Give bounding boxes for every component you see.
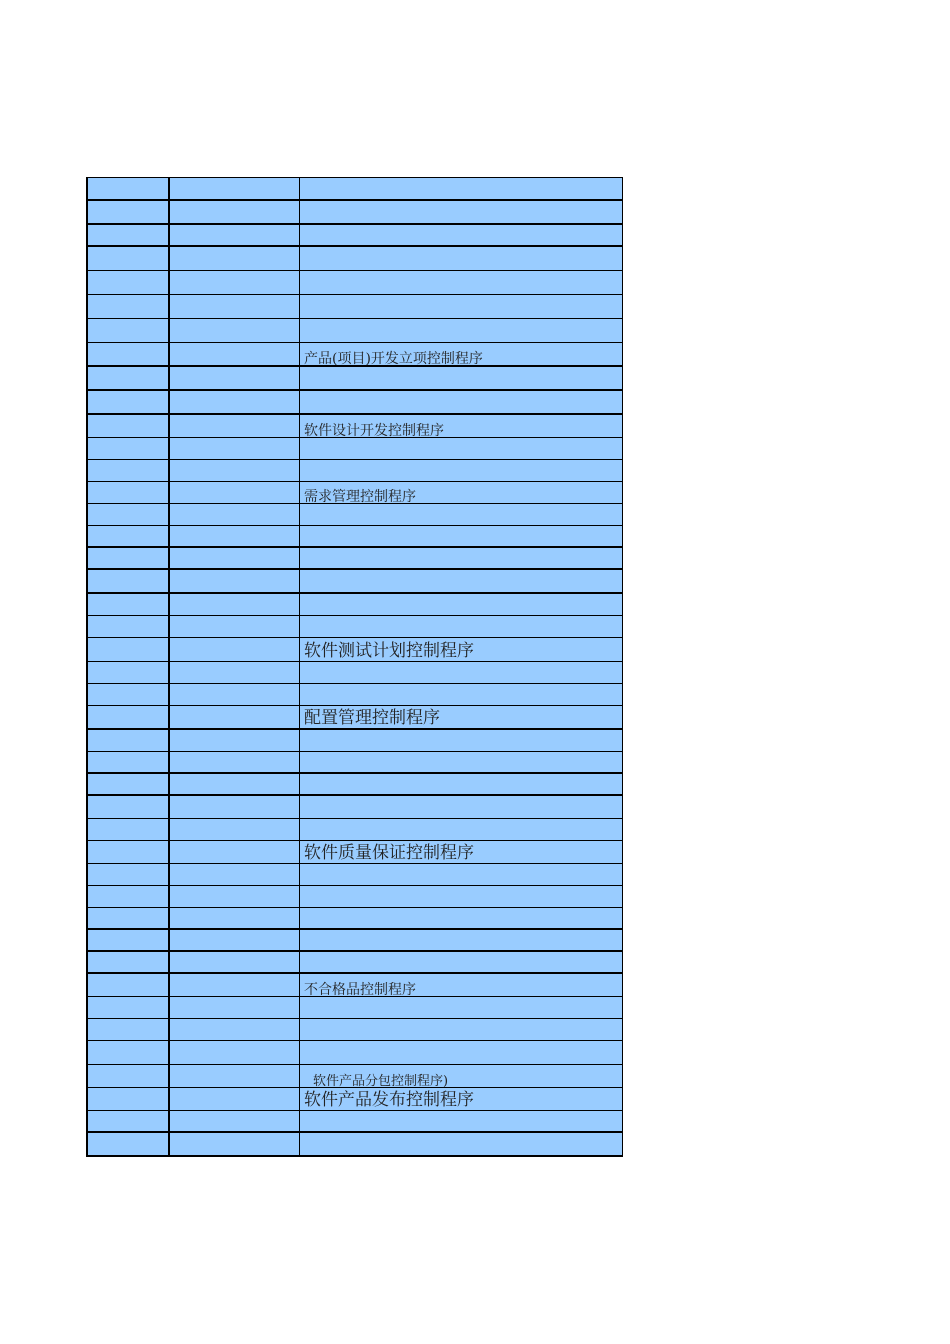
table-cell[interactable]: [300, 319, 622, 342]
procedure-name: 软件设计开发控制程序: [304, 423, 444, 439]
table-row: [88, 796, 622, 819]
table-cell[interactable]: [300, 974, 622, 996]
table-cell[interactable]: [300, 819, 622, 840]
table-cell[interactable]: [88, 415, 170, 437]
table-cell[interactable]: [300, 774, 622, 794]
table-row: [88, 504, 622, 526]
procedure-name: 产品(项目)开发立项控制程序: [304, 351, 483, 367]
table-cell[interactable]: [170, 295, 300, 318]
table-cell[interactable]: [170, 706, 300, 728]
table-cell[interactable]: [88, 1133, 170, 1155]
table-row: [88, 730, 622, 752]
table-cell[interactable]: [88, 662, 170, 683]
table-row: [88, 295, 622, 319]
table-cell[interactable]: [88, 1065, 170, 1087]
table-cell[interactable]: [88, 684, 170, 705]
table-cell[interactable]: [170, 684, 300, 705]
table-cell[interactable]: [170, 548, 300, 568]
table-cell[interactable]: [300, 271, 622, 294]
procedure-name: 不合格品控制程序: [304, 982, 416, 998]
table-row: [88, 178, 622, 201]
table-row: [88, 438, 622, 460]
table-row: [88, 391, 622, 415]
table-cell[interactable]: [300, 295, 622, 318]
table-cell[interactable]: [170, 730, 300, 751]
table-row: [88, 616, 622, 638]
table-cell[interactable]: [88, 438, 170, 459]
table-cell[interactable]: [300, 247, 622, 270]
table-cell[interactable]: [88, 706, 170, 728]
table-cell[interactable]: [88, 548, 170, 568]
procedure-name: 配置管理控制程序: [304, 708, 440, 728]
table-row: [88, 841, 622, 864]
table-cell[interactable]: [170, 178, 300, 199]
table-cell[interactable]: [88, 594, 170, 615]
table-cell[interactable]: [300, 1088, 622, 1110]
table-row: [88, 319, 622, 343]
table-row: [88, 367, 622, 391]
table-row: [88, 706, 622, 730]
table-row: [88, 1111, 622, 1133]
table-cell[interactable]: [88, 504, 170, 525]
table-cell[interactable]: [300, 415, 622, 437]
table-cell[interactable]: [88, 460, 170, 481]
table-cell[interactable]: [170, 796, 300, 818]
table-cell[interactable]: [88, 974, 170, 996]
procedure-name: 软件产品发布控制程序: [304, 1090, 474, 1110]
table-cell[interactable]: [88, 482, 170, 503]
table-cell[interactable]: [88, 570, 170, 592]
table-cell[interactable]: [88, 796, 170, 818]
table-cell[interactable]: [170, 638, 300, 661]
table-cell[interactable]: [170, 504, 300, 525]
table-cell[interactable]: [170, 1088, 300, 1110]
table-cell[interactable]: [88, 841, 170, 863]
table-cell[interactable]: [88, 908, 170, 928]
table-cell[interactable]: [170, 819, 300, 840]
table-cell[interactable]: [300, 886, 622, 907]
table-row: [88, 930, 622, 952]
table-cell[interactable]: [300, 225, 622, 245]
table-cell[interactable]: [300, 908, 622, 928]
table-cell[interactable]: [88, 1019, 170, 1040]
table-cell[interactable]: [170, 974, 300, 996]
table-cell[interactable]: [88, 319, 170, 342]
table-cell[interactable]: [170, 319, 300, 342]
table-cell[interactable]: [88, 886, 170, 907]
table-cell[interactable]: [88, 864, 170, 885]
table-cell[interactable]: [300, 684, 622, 705]
table-cell[interactable]: [300, 391, 622, 413]
table-cell[interactable]: [170, 886, 300, 907]
table-cell[interactable]: [300, 706, 622, 728]
table-cell[interactable]: [300, 616, 622, 637]
table-row: [88, 343, 622, 367]
table-cell[interactable]: [170, 526, 300, 546]
table-cell[interactable]: [88, 997, 170, 1018]
table-row: [88, 594, 622, 616]
table-cell[interactable]: [88, 225, 170, 245]
table-cell[interactable]: [300, 343, 622, 365]
table-cell[interactable]: [88, 295, 170, 318]
table-cell[interactable]: [88, 1111, 170, 1131]
table-cell[interactable]: [300, 570, 622, 592]
table-cell[interactable]: [300, 730, 622, 751]
table-row: [88, 201, 622, 225]
table-cell[interactable]: [300, 796, 622, 818]
table-row: [88, 225, 622, 247]
table-row: [88, 1133, 622, 1155]
table-cell[interactable]: [170, 616, 300, 637]
table-cell[interactable]: [88, 343, 170, 365]
table-cell[interactable]: [88, 819, 170, 840]
table-row: [88, 526, 622, 548]
table-cell[interactable]: [170, 482, 300, 503]
procedure-name: 需求管理控制程序: [304, 489, 416, 505]
table-cell[interactable]: [170, 460, 300, 481]
table-cell[interactable]: [170, 343, 300, 365]
table-row: [88, 819, 622, 841]
table-row: [88, 684, 622, 706]
table-row: [88, 864, 622, 886]
table-cell[interactable]: [300, 1111, 622, 1131]
table-cell[interactable]: [170, 570, 300, 592]
table-cell[interactable]: [170, 864, 300, 885]
table-cell[interactable]: [170, 774, 300, 794]
table-cell[interactable]: [300, 367, 622, 389]
table-cell[interactable]: [300, 952, 622, 972]
table-cell[interactable]: [300, 841, 622, 863]
table-row: [88, 1088, 622, 1111]
table-row: [88, 271, 622, 295]
table-cell[interactable]: [88, 526, 170, 546]
table-row: [88, 774, 622, 796]
table-cell[interactable]: [300, 752, 622, 772]
table-cell[interactable]: [300, 178, 622, 199]
table-cell[interactable]: [300, 201, 622, 223]
table-cell[interactable]: [170, 1133, 300, 1155]
table-cell[interactable]: [170, 752, 300, 772]
table-row: [88, 886, 622, 908]
table-cell[interactable]: [300, 638, 622, 661]
table-row: [88, 415, 622, 438]
table-cell[interactable]: [88, 930, 170, 950]
table-cell[interactable]: [300, 1019, 622, 1040]
table-cell[interactable]: [88, 774, 170, 794]
table-row: [88, 1019, 622, 1041]
procedure-name: 软件产品分包控制程序): [313, 1074, 449, 1089]
table-cell[interactable]: [300, 864, 622, 885]
table-cell[interactable]: [170, 367, 300, 389]
table-cell[interactable]: [170, 930, 300, 950]
table-cell[interactable]: [88, 1041, 170, 1064]
table-cell[interactable]: [170, 662, 300, 683]
table-cell[interactable]: [170, 247, 300, 270]
table-row: [88, 752, 622, 774]
table-cell[interactable]: [300, 460, 622, 481]
table-cell[interactable]: [300, 1041, 622, 1064]
table-cell[interactable]: [170, 225, 300, 245]
procedure-name: 软件质量保证控制程序: [304, 843, 474, 863]
table-cell[interactable]: [170, 952, 300, 972]
table-row: [88, 908, 622, 930]
table-cell[interactable]: [88, 367, 170, 389]
table-row: [88, 1065, 622, 1088]
table-cell[interactable]: [300, 930, 622, 950]
table-cell[interactable]: [170, 1065, 300, 1087]
spreadsheet-table: [86, 177, 623, 1157]
table-cell[interactable]: [170, 997, 300, 1018]
table-row: [88, 482, 622, 504]
table-cell[interactable]: [170, 1019, 300, 1040]
table-row: [88, 460, 622, 482]
table-cell[interactable]: [300, 997, 622, 1018]
table-cell[interactable]: [300, 548, 622, 568]
table-cell[interactable]: [170, 908, 300, 928]
table-cell[interactable]: [170, 271, 300, 294]
table-cell[interactable]: [300, 1065, 622, 1087]
table-cell[interactable]: [170, 594, 300, 615]
table-cell[interactable]: [170, 391, 300, 413]
table-row: [88, 548, 622, 570]
table-cell[interactable]: [88, 201, 170, 223]
table-row: [88, 662, 622, 684]
table-row: [88, 570, 622, 594]
table-row: [88, 952, 622, 974]
table-cell[interactable]: [300, 482, 622, 503]
table-cell[interactable]: [300, 662, 622, 683]
table-cell[interactable]: [300, 438, 622, 459]
table-cell[interactable]: [88, 638, 170, 661]
table-cell[interactable]: [170, 201, 300, 223]
table-cell[interactable]: [170, 1111, 300, 1131]
table-row: [88, 974, 622, 997]
table-row: [88, 1041, 622, 1065]
table-cell[interactable]: [88, 271, 170, 294]
table-cell[interactable]: [170, 415, 300, 437]
table-cell[interactable]: [88, 1088, 170, 1110]
table-cell[interactable]: [300, 504, 622, 525]
table-cell[interactable]: [170, 438, 300, 459]
table-cell[interactable]: [170, 841, 300, 863]
table-cell[interactable]: [300, 594, 622, 615]
table-cell[interactable]: [88, 730, 170, 751]
procedure-name: 软件测试计划控制程序: [304, 641, 474, 661]
table-row: [88, 997, 622, 1019]
table-cell[interactable]: [170, 1041, 300, 1064]
table-row: [88, 638, 622, 662]
table-cell[interactable]: [88, 616, 170, 637]
table-cell[interactable]: [88, 952, 170, 972]
table-cell[interactable]: [88, 391, 170, 413]
table-cell[interactable]: [88, 247, 170, 270]
table-cell[interactable]: [88, 178, 170, 199]
table-cell[interactable]: [88, 752, 170, 772]
table-row: [88, 247, 622, 271]
table-cell[interactable]: [300, 1133, 622, 1155]
table-cell[interactable]: [300, 526, 622, 546]
